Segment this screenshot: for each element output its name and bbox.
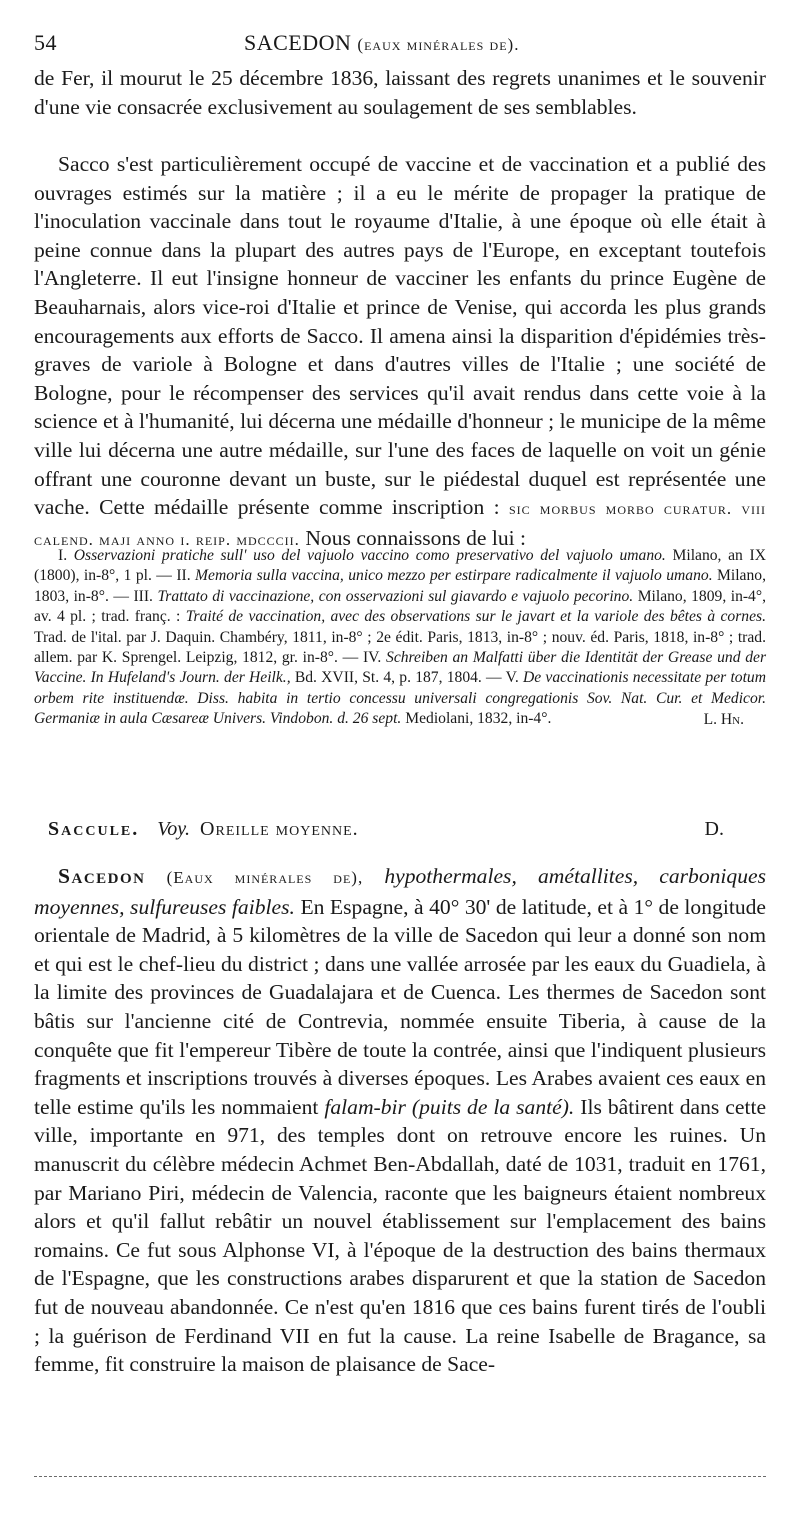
- voy-label: Voy.: [157, 818, 191, 840]
- sacco-text-part2: Nous connaissons de lui :: [305, 525, 527, 550]
- page-number: 54: [34, 30, 57, 55]
- sacedon-qualifiers: hypothermales, amétallites, carboniques moyennes, sulfureuses faibles.: [34, 864, 767, 919]
- sacedon-text: [34, 862, 766, 1379]
- bib-item-details: Milano, an IX (1800), in-8°, 1 pl. —: [34, 547, 766, 585]
- bib-item-details: Milano, 1809, in-4°, av. 4 pl. ; trad. franç. :: [34, 587, 766, 626]
- bibliography-author: L. Hn.: [703, 710, 744, 728]
- running-title: [244, 28, 519, 60]
- intro-paragraph: [34, 64, 766, 121]
- sacedon-entry: [34, 862, 766, 1379]
- bib-item-details: Milano, 1803, in-8°. —: [34, 567, 766, 605]
- page-header: [34, 28, 766, 58]
- intro-text: de Fer, il mourut le 25 décembre 1836, laissant des regrets unanimes et le souvenir d'une vie consacrée exclusivement au soulagement de ses semblables.: [34, 66, 766, 119]
- bib-item-1: I. Osservazioni pratiche sull' uso del vajuolo vaccino como preservativo del vajuolo umano. Milano, an IX (1800), in-8°, 1 pl. —: [34, 547, 766, 585]
- bib-item-title: Traité de vaccination, avec des observations sur le javart et la variole des bêtes à cornes.: [185, 608, 766, 626]
- sacco-text-part1: Sacco s'est particulièrement occupé de vaccine et de vaccination et a publié des ouvrages estimés sur la matière ; il a eu le mérite de propager la pratique de l'inoculation vaccinale dans tout le royaume d'Italie, à une époque où elle était à peine connue dans la plupart des autres pays de l'Europe, en exceptant toutefois l'Angleterre. Il eut l'insigne honneur de vacciner les enfants du prince Eugène de Beauharnais, alors vice-roi d'Italie et prince de Venise, qui accorda les plus grands encouragements aux efforts de Sacco. Il amena ainsi la disparition d'épidémies très-graves de variole à Bologne et dans d'autres villes de l'Italie ; une société de Bologne, pour le récompenser des services qu'il avait rendus dans cette voie à la science et à l'humanité, lui décerna une médaille d'honneur ; le municipe de la même ville lui décerna une autre médaille, sur l'une des faces de laquelle on voit un génie offrant une couronne devant un buste, sur le piédestal duquel est représentée une vache. Cette médaille présente comme inscription :: [34, 152, 766, 520]
- bibliography: [34, 546, 766, 730]
- bib-item-title: Trattato di vaccinazione, con osservazioni sul giavardo e vajuolo pecorino.: [157, 587, 634, 605]
- sacedon-text-1: En Espagne, à 40° 30' de latitude, et à 1° de longitude orientale de Madrid, à 5 kilomètres de la ville de Sacedon qui leur a donné son nom et qui est le chef-lieu du district ; dans une vallée arrosée par les eaux du Guadiela, à la limite des provinces de Guadalajara et de Cuenca. Les thermes de Sacedon sont bâtis sur l'ancienne cité de Contrevia, nommée ensuite Tiberia, à cause de la conquête que fit l'empereur Tibère de toute la contrée, ainsi que l'indiquent plusieurs fragments et inscriptions trouvés à diverses époques. Les Arabes avaient ces eaux en telle estime qu'ils les nommaient: [34, 894, 766, 1119]
- running-title-subtitle: (eaux minérales de).: [357, 35, 520, 54]
- bib-item-4: IV. Schreiben an Malfatti über die Identität der Grease und der Vaccine. In Hufeland's Journ. der Heilk., Bd. XVII, St. 4, p. 187, 1804. —: [34, 649, 767, 687]
- medal-inscription: sic morbus morbo curatur. viii calend. maji anno i. reip. mdcccii.: [34, 499, 766, 549]
- sacedon-headword: Sacedon: [58, 864, 146, 888]
- bib-item-2: II. Memoria sulla vaccina, unico mezzo per estirpare radicalmente il vajuolo umano. Milano, 1803, in-8°. —: [34, 567, 766, 605]
- bib-item-title: Memoria sulla vaccina, unico mezzo per estirpare radicalmente il vajuolo umano.: [195, 567, 713, 585]
- saccule-headword: Saccule.: [48, 818, 140, 840]
- footer-rule: [34, 1476, 766, 1477]
- bib-item-title: Osservazioni pratiche sull' uso del vajuolo vaccino como preservativo del vajuolo umano.: [73, 547, 666, 564]
- saccule-author: D.: [704, 818, 724, 840]
- bib-item-title: Schreiben an Malfatti über die Identität der Grease und der Vaccine. In Hufeland's Journ. der Heilk.,: [34, 649, 767, 687]
- bib-item-5: V. De vaccinationis necessitate per totum orbem rite instituendæ. Diss. habita in tertio concessu universali congregationis Sov. Nat. Cur. et Medicor. Germaniæ in aula Cæsareæ Univers. Vindobon. d. 26 sept. Mediolani, 1832, in-4°.: [34, 669, 766, 728]
- sacedon-subtitle: (Eaux minérales de),: [166, 868, 364, 887]
- sacco-paragraph: [34, 150, 766, 554]
- bib-item-details: Bd. XVII, St. 4, p. 187, 1804. —: [294, 669, 502, 687]
- bib-item-details: Trad. de l'ital. par J. Daquin. Chambéry, 1811, in-8° ; 2e édit. Paris, 1813, in-8° ; nouv. éd. Paris, 1818, in-8° ; trad. allem. par K. Sprengel. Leipzig, 1812, gr. in-8°. —: [34, 628, 766, 667]
- sacedon-text-2: Ils bâtirent dans cette ville, importante en 971, des temples dont on retrouve encore les ruines. Un manuscrit du célèbre médecin Achmet Ben-Abdallah, daté de 1031, traduit en 1761, par Mariano Piri, médecin de Valencia, raconte que les baigneurs étaient nombreux alors et qu'il fallut rebâtir un nouvel établissement sur l'emplacement des bains romains. Ce fut sous Alphonse VI, à l'époque de la destruction des bains thermaux de l'Espagne, que les constructions arabes disparurent et que la station de Sacedon fut de nouveau abandonnée. Ce n'est qu'en 1816 que ces bains furent tirés de l'oubli ; la guérison de Ferdinand VII en fut la cause. La reine Isabelle de Bragance, sa femme, fit construire la maison de plaisance de Sace-: [34, 1094, 767, 1377]
- bib-item-details: Mediolani, 1832, in-4°.: [405, 710, 552, 728]
- bib-item-3: III. Trattato di vaccinazione, con osservazioni sul giavardo e vajuolo pecorino. Milano, 1809, in-4°, av. 4 pl. ; trad. franç. :: [34, 587, 766, 626]
- saccule-entry: [48, 814, 752, 844]
- bibliography-list: [34, 546, 766, 730]
- bib-item-title: De vaccinationis necessitate per totum orbem rite instituendæ. Diss. habita in tertio concessu universali congregationis Sov. Nat. Cur. et Medicor. Germaniæ in aula Cæsareæ Univers. Vindobon. d. 26 sept.: [34, 669, 766, 728]
- arabic-gloss: (puits de la santé).: [411, 1094, 575, 1119]
- running-title-main: SACEDON: [244, 30, 352, 55]
- arabic-name: falam-bir: [324, 1094, 406, 1119]
- sacco-text: [34, 150, 766, 554]
- cross-reference: Oreille moyenne.: [200, 818, 359, 840]
